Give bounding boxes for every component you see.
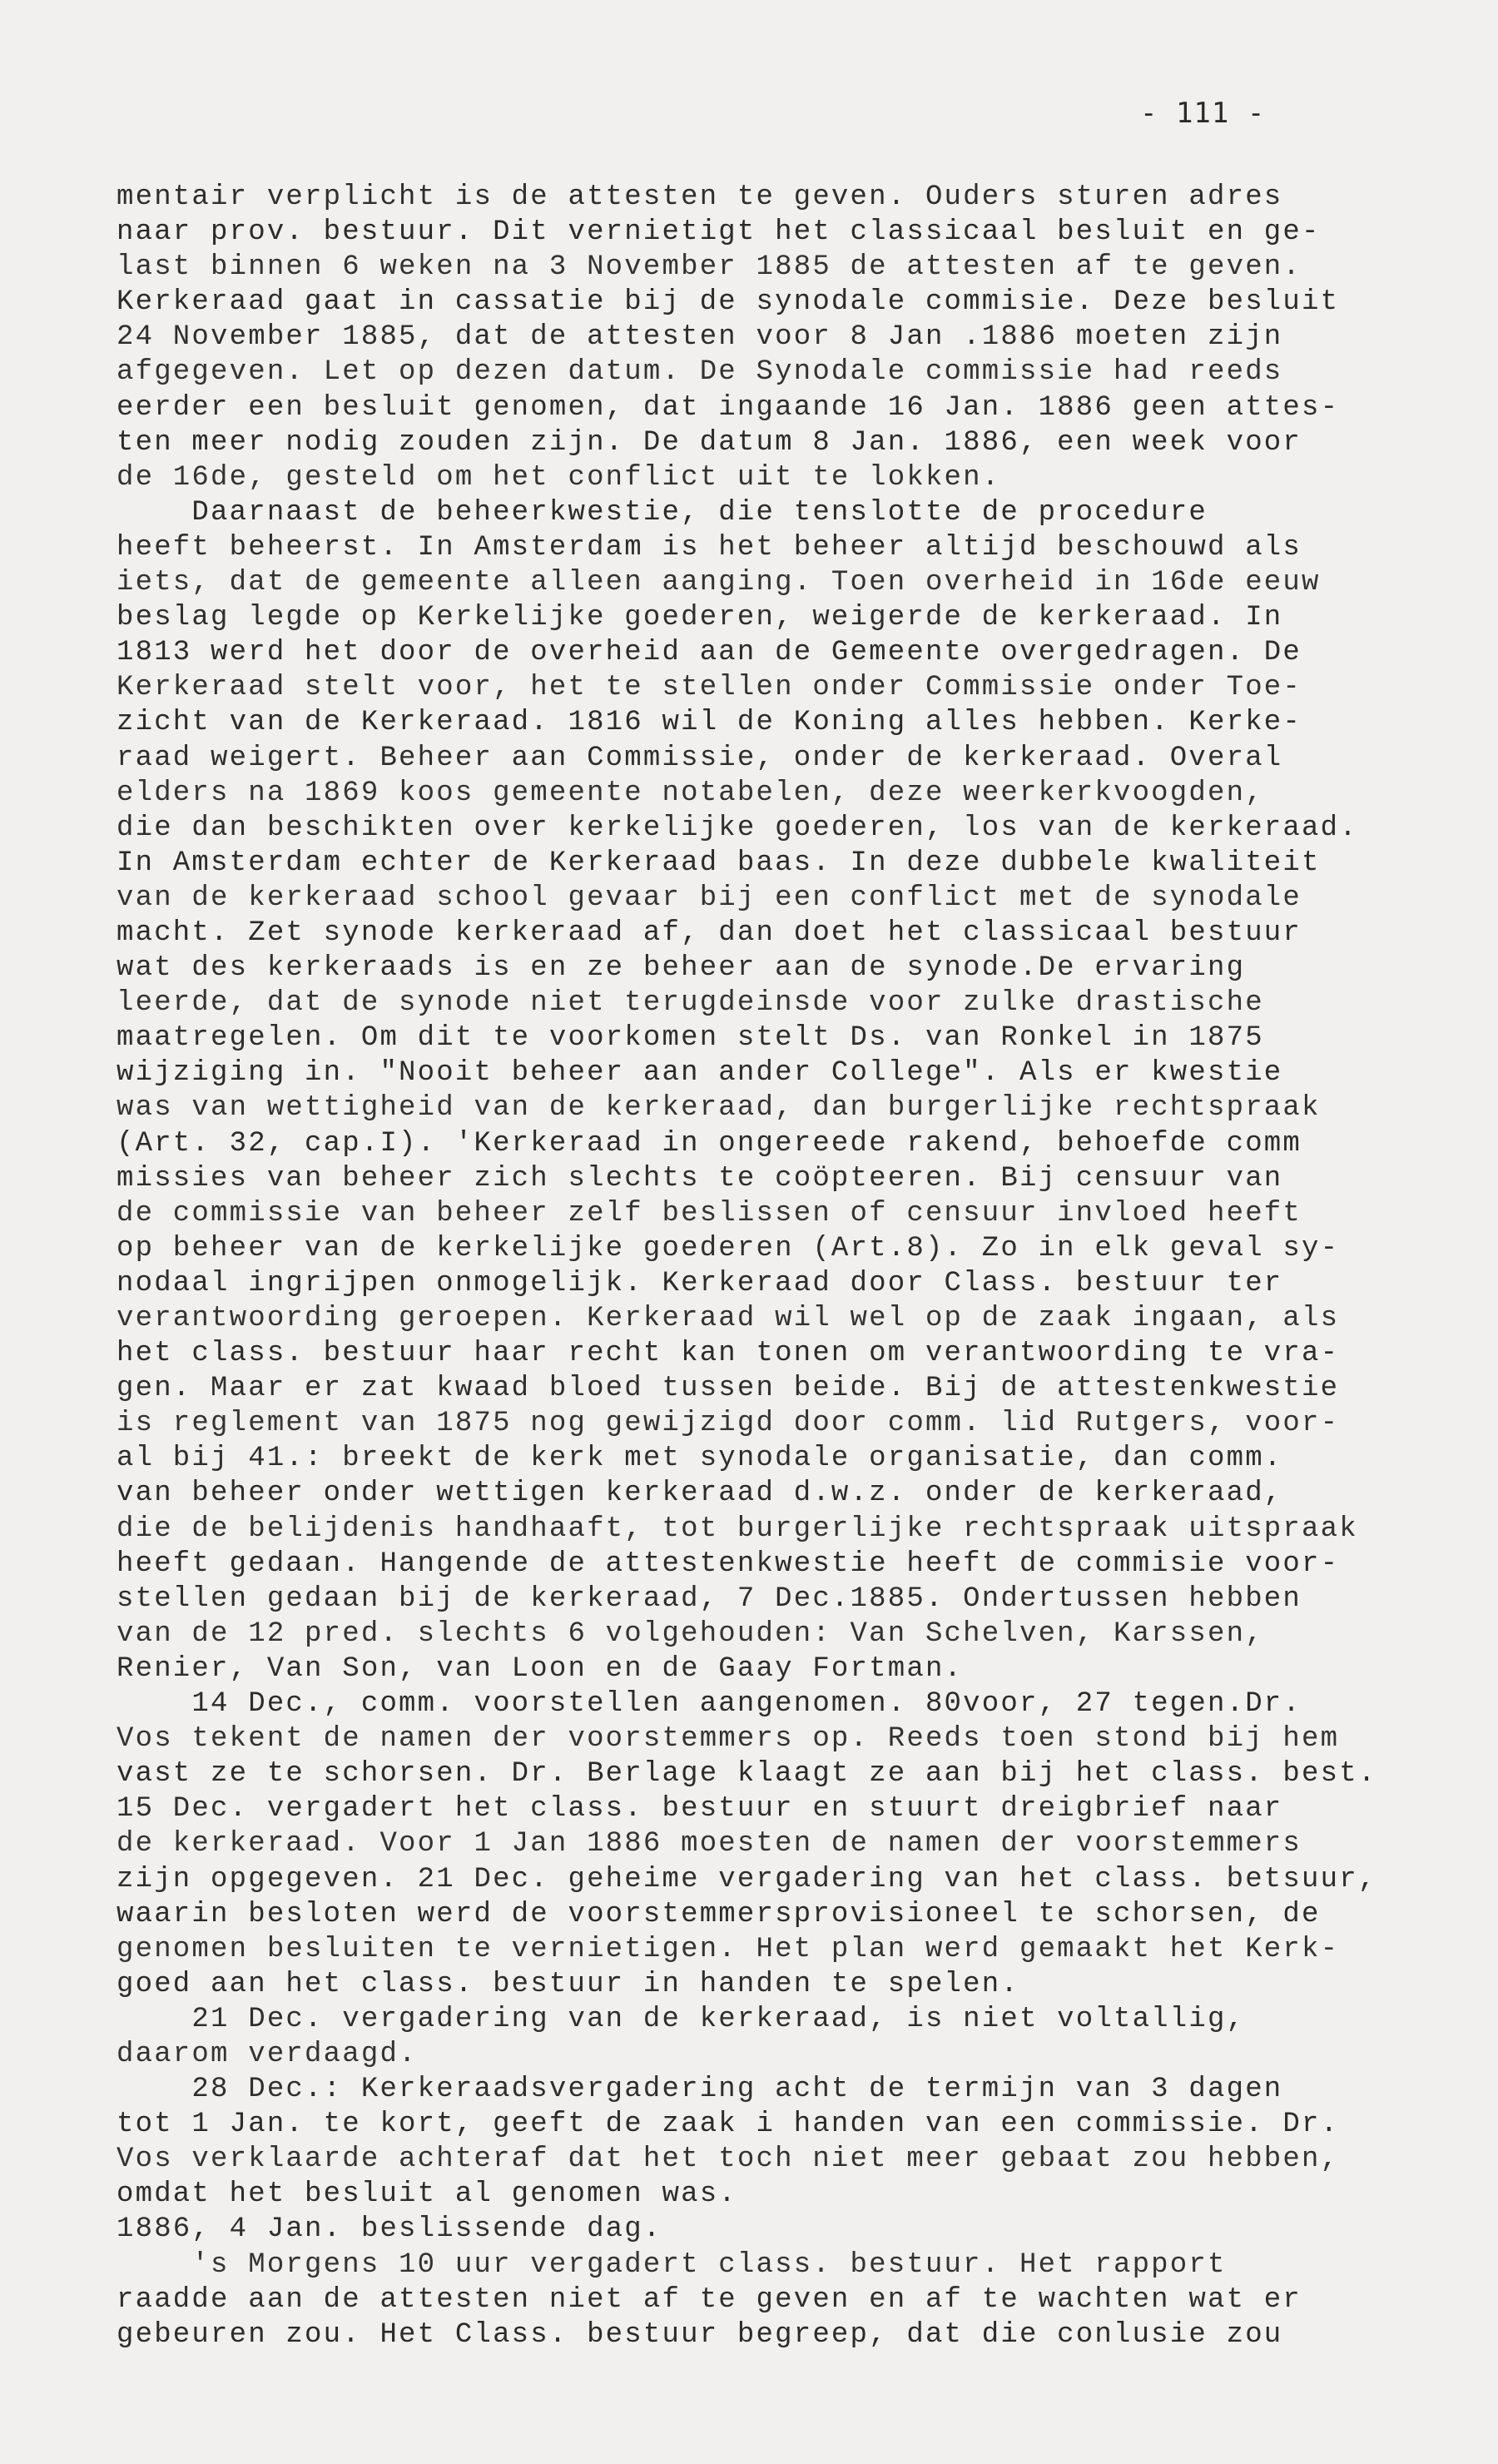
text-line: was van wettigheid van de kerkeraad, dan burgerlijke rechtspraak (117, 1092, 1321, 1125)
text-line: waarin besloten werd de voorstemmersprovisioneel te schorsen, de (117, 1898, 1321, 1930)
text-line: 21 Dec. vergadering van de kerkeraad, is niet voltallig, (117, 2003, 1246, 2035)
text-line: leerde, dat de synode niet terugdeinsde voor zulke drastische (117, 987, 1264, 1020)
text-line: van de kerkeraad school gevaar bij een conflict met de synodale (117, 882, 1302, 914)
text-line: gebeuren zou. Het Class. bestuur begreep, dat die conlusie zou (117, 2318, 1283, 2351)
page-number: - 111 - (1140, 97, 1266, 130)
text-line: die de belijdenis handhaaft, tot burgerlijke rechtspraak uitspraak (117, 1513, 1358, 1545)
text-line: 15 Dec. vergadert het class. bestuur en stuurt dreigbrief naar (117, 1793, 1283, 1826)
text-line: maatregelen. Om dit te voorkomen stelt Ds. van Ronkel in 1875 (117, 1022, 1264, 1055)
text-line: genomen besluiten te vernietigen. Het plan werd gemaakt het Kerk- (117, 1933, 1340, 1965)
text-line: eerder een besluit genomen, dat ingaande 16 Jan. 1886 geen attes- (117, 391, 1340, 424)
text-line: van de 12 pred. slechts 6 volgehouden: Van Schelven, Karssen, (117, 1617, 1264, 1650)
text-line: (Art. 32, cap.I). 'Kerkeraad in ongereede rakend, behoefde comm (117, 1127, 1302, 1160)
typewritten-text-body (117, 180, 1465, 2352)
text-line: macht. Zet synode kerkeraad af, dan doet het classicaal bestuur (117, 917, 1302, 949)
text-line: verantwoording geroepen. Kerkeraad wil wel op de zaak ingaan, als (117, 1303, 1340, 1334)
text-line: die dan beschikten over kerkelijke goederen, los van de kerkeraad. (117, 812, 1358, 844)
text-line: heeft beheerst. In Amsterdam is het beheer altijd beschouwd als (117, 531, 1302, 564)
text-line: wat des kerkeraads is en ze beheer aan de synode.De ervaring (117, 952, 1246, 985)
text-line: 14 Dec., comm. voorstellen aangenomen. 80voor, 27 tegen.Dr. (117, 1688, 1302, 1721)
text-line: de 16de, gesteld om het conflict uit te lokken. (117, 461, 1001, 494)
text-line: naar prov. bestuur. Dit vernietigt het classicaal besluit en ge- (117, 216, 1321, 249)
text-line: 28 Dec.: Kerkeraadsvergadering acht de termijn van 3 dagen (117, 2074, 1283, 2106)
text-line: tot 1 Jan. te kort, geeft de zaak i handen van een commissie. Dr. (117, 2109, 1340, 2141)
text-line: 24 November 1885, dat de attesten voor 8 Jan .1886 moeten zijn (117, 321, 1283, 354)
text-line: Kerkeraad stelt voor, het te stellen onder Commissie onder Toe- (117, 672, 1302, 704)
text-line: de kerkeraad. Voor 1 Jan 1886 moesten de namen der voorstemmers (117, 1828, 1302, 1860)
text-line: ten meer nodig zouden zijn. De datum 8 Jan. 1886, een week voor (117, 426, 1302, 459)
text-line: raad weigert. Beheer aan Commissie, onder de kerkeraad. Overal (117, 742, 1283, 774)
text-line: wijziging in. "Nooit beheer aan ander College". Als er kwestie (117, 1057, 1283, 1090)
text-line: raadde aan de attesten niet af te geven en af te wachten wat er (117, 2283, 1302, 2316)
text-line: Vos verklaarde achteraf dat het toch niet meer gebaat zou hebben, (117, 2144, 1340, 2176)
text-line: het class. bestuur haar recht kan tonen om verantwoording te vra- (117, 1338, 1340, 1370)
text-line: 's Morgens 10 uur vergadert class. bestuur. Het rapport (117, 2248, 1227, 2281)
text-line: Daarnaast de beheerkwestie, die tenslotte de procedure (117, 496, 1208, 529)
text-line: beslag legde op Kerkelijke goederen, weigerde de kerkeraad. In (117, 602, 1283, 634)
text-line: Renier, Van Son, van Loon en de Gaay Fortman. (117, 1652, 964, 1685)
text-line: 1813 werd het door de overheid aan de Gemeente overgedragen. De (117, 637, 1302, 669)
text-line: vast ze te schorsen. Dr. Berlage klaagt ze aan bij het class. best. (117, 1758, 1377, 1791)
text-line: zicht van de Kerkeraad. 1816 wil de Koning alles hebben. Kerke- (117, 707, 1302, 739)
text-line: nodaal ingrijpen onmogelijk. Kerkeraad door Class. bestuur ter (117, 1267, 1283, 1299)
text-line: mentair verplicht is de attesten te geven. Ouders sturen adres (117, 181, 1283, 213)
text-line: afgegeven. Let op dezen datum. De Synodale commissie had reeds (117, 356, 1283, 389)
text-line: daarom verdaagd. (117, 2038, 418, 2070)
text-line: al bij 41.: breekt de kerk met synodale organisatie, dan comm. (117, 1443, 1283, 1475)
text-line: van beheer onder wettigen kerkeraad d.w.z. onder de kerkeraad, (117, 1478, 1283, 1510)
text-line: heeft gedaan. Hangende de attestenkwestie heeft de commisie voor- (117, 1547, 1340, 1580)
text-line: iets, dat de gemeente alleen aanging. Toen overheid in 16de eeuw (117, 567, 1321, 599)
text-line: gen. Maar er zat kwaad bloed tussen beide. Bij de attestenkwestie (117, 1373, 1340, 1405)
text-line: op beheer van de kerkelijke goederen (Art.8). Zo in elk geval sy- (117, 1232, 1340, 1264)
text-line: is reglement van 1875 nog gewijzigd door comm. lid Rutgers, voor- (117, 1408, 1340, 1440)
text-line: elders na 1869 koos gemeente notabelen, deze weerkerkvoogden, (117, 777, 1264, 809)
text-line: de commissie van beheer zelf beslissen of censuur invloed heeft (117, 1197, 1302, 1230)
text-line: missies van beheer zich slechts te coöpteeren. Bij censuur van (117, 1162, 1283, 1195)
text-line: Vos tekent de namen der voorstemmers op. Reeds toen stond bij hem (117, 1723, 1340, 1756)
text-line: zijn opgegeven. 21 Dec. geheime vergadering van het class. betsuur, (117, 1863, 1377, 1895)
text-line: last binnen 6 weken na 3 November 1885 de attesten af te geven. (117, 251, 1302, 284)
text-line: In Amsterdam echter de Kerkeraad baas. In deze dubbele kwaliteit (117, 847, 1321, 879)
text-line: Kerkeraad gaat in cassatie bij de synodale commisie. Deze besluit (117, 286, 1340, 319)
text-line: stellen gedaan bij de kerkeraad, 7 Dec.1885. Ondertussen hebben (117, 1582, 1302, 1615)
text-line: 1886, 4 Jan. beslissende dag. (117, 2213, 662, 2246)
text-line: omdat het besluit al genomen was. (117, 2178, 737, 2211)
text-line: goed aan het class. bestuur in handen te spelen. (117, 1968, 1019, 2000)
